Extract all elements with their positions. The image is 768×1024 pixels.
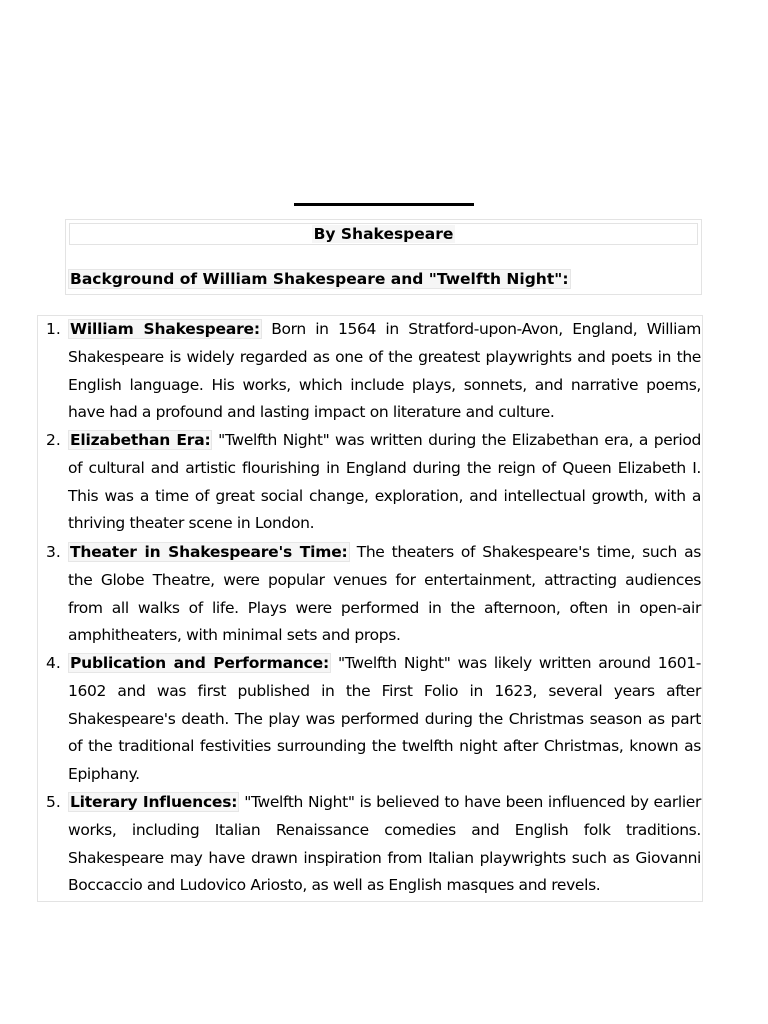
list-item-label: Literary Influences: — [70, 793, 238, 811]
list-item-body — [68, 539, 701, 650]
list-item-body — [68, 427, 701, 538]
list-item-label: Theater in Shakespeare's Time: — [70, 543, 348, 561]
list-item-body — [68, 316, 701, 427]
list-item-number: 3. — [46, 543, 61, 561]
list-item-number: 1. — [46, 320, 61, 338]
background-list-box — [37, 315, 703, 902]
list-item-number: 2. — [46, 431, 61, 449]
list-item-body — [68, 789, 701, 900]
author-line — [69, 223, 698, 245]
author-text: By Shakespeare — [313, 225, 454, 243]
list-item-text: "Twelfth Night" was written during the Elizabethan era, a period of cultural and artistic flourishing in England during the reign of Queen Elizabeth I. This was a time of great social change, exploration, and intellectual growth, with a thriving theater scene in London. — [68, 431, 702, 533]
list-item-number: 4. — [46, 654, 61, 672]
list-item-body — [68, 650, 701, 789]
list-item-label: Elizabethan Era: — [70, 431, 211, 449]
list-item-text: The theaters of Shakespeare's time, such as the Globe Theatre, were popular venues for entertainment, attracting audiences from all walks of life. Plays were performed in the afternoon, often in open-air amphitheaters, with minimal sets and props. — [68, 543, 702, 645]
list-item-number: 5. — [46, 793, 61, 811]
background-heading — [68, 268, 571, 290]
list-item-label: William Shakespeare: — [70, 320, 260, 338]
list-item-text: "Twelfth Night" is believed to have been influenced by earlier works, including Italian Renaissance comedies and English folk traditions. Shakespeare may have drawn inspiration from Italian playwrights such as Giovanni Boccaccio and Ludovico Ariosto, as well as English masques and revels. — [68, 793, 701, 895]
list-item-text: Born in 1564 in Stratford-upon-Avon, England, William Shakespeare is widely regarded as one of the greatest playwrights and poets in the English language. His works, which include plays, sonnets, and narrative poems, have had a profound and lasting impact on literature and culture. — [68, 320, 701, 422]
title-rule — [294, 203, 474, 206]
list-item-text: "Twelfth Night" was likely written around 1601-1602 and was first published in the First Folio in 1623, several years after Shakespeare's death. The play was performed during the Christmas season as part of the traditional festivities surrounding the twelfth night after Christmas, known as Epiphany. — [68, 654, 701, 784]
header-box — [65, 219, 702, 295]
background-heading-text: Background of William Shakespeare and "Twelfth Night": — [70, 270, 569, 288]
list-item-label: Publication and Performance: — [70, 654, 329, 672]
